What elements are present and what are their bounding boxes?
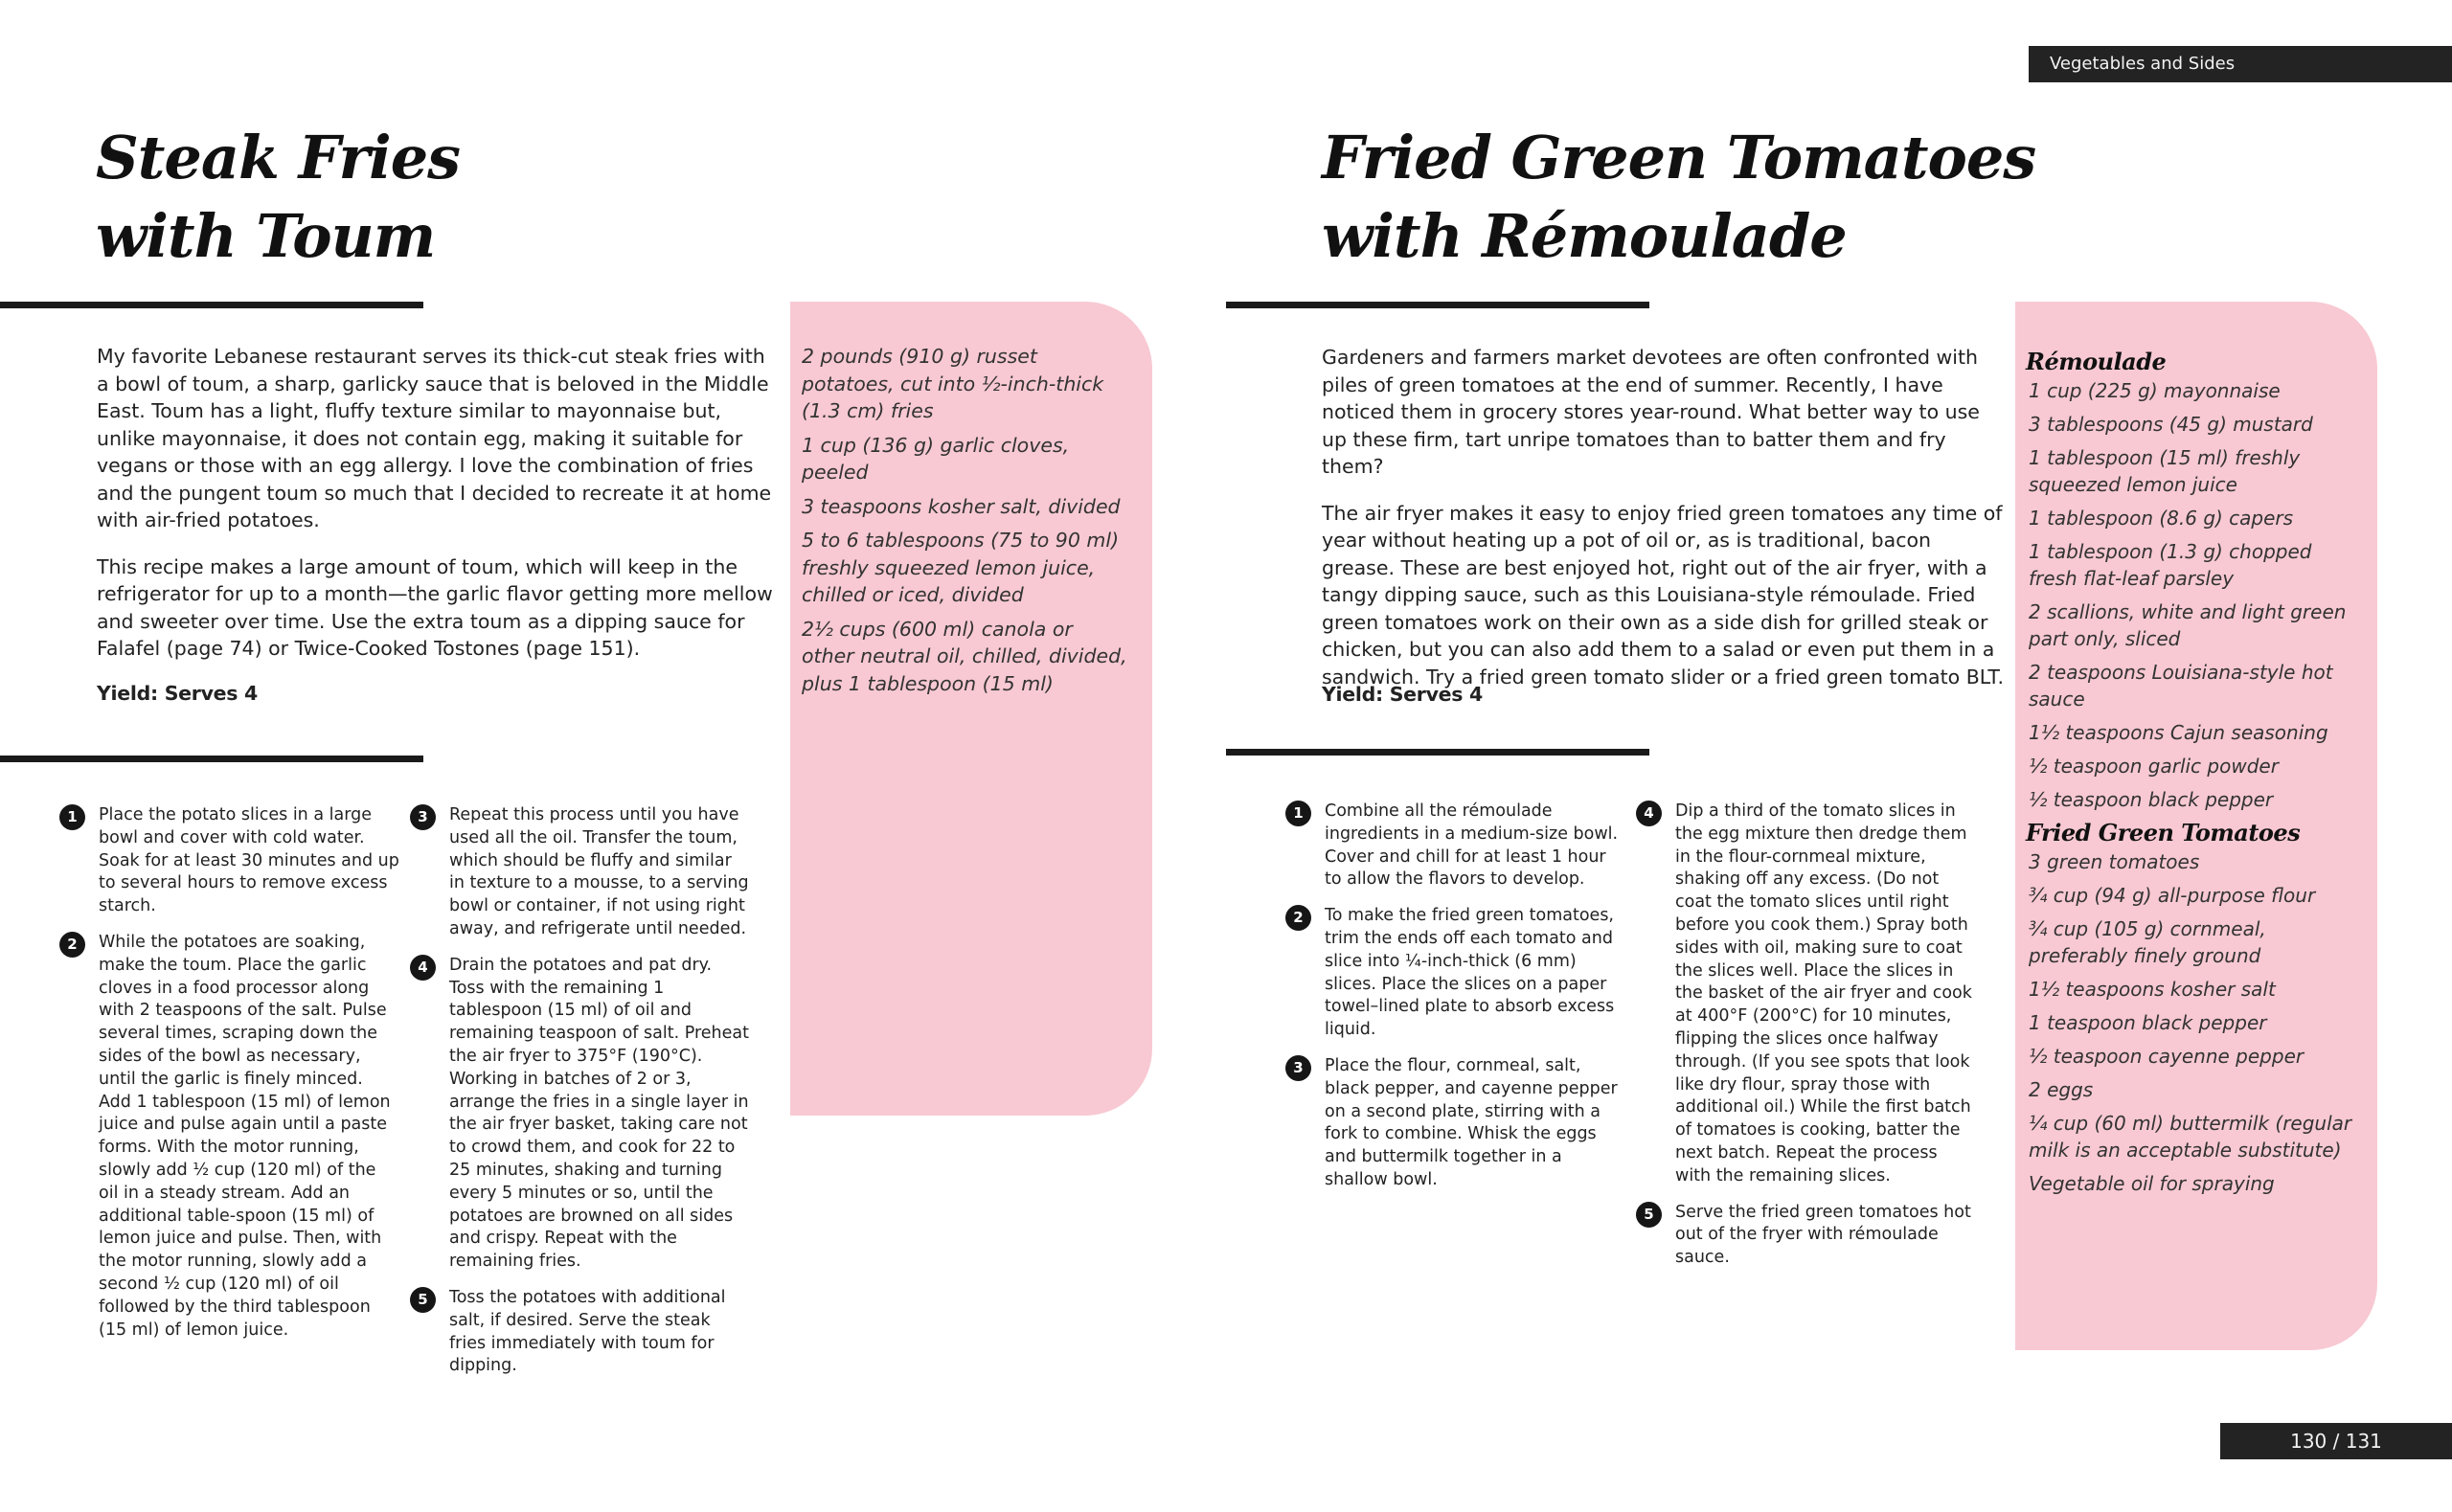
- fried-green-tomatoes-heading: Fried Green Tomatoes: [2026, 819, 2301, 846]
- step-number-badge: 4: [410, 955, 436, 981]
- left-recipe-title: [96, 119, 460, 276]
- ingredient-item: 1 cup (225 g) mayonnaise: [2029, 379, 2281, 402]
- step-text: Toss the potatoes with additional salt, if desired. Serve the steak fries immediately with toum for dipping.: [449, 1287, 726, 1376]
- step-text: Serve the fried green tomatoes hot out of the fryer with rémoulade sauce.: [1675, 1202, 1971, 1268]
- instruction-step: [59, 804, 400, 918]
- instruction-step: [410, 955, 751, 1274]
- right-ingredients-list: [2026, 343, 2366, 1204]
- page-numbers: 130 / 131: [2290, 1430, 2382, 1453]
- ingredient-item: 1 teaspoon black pepper: [2029, 1011, 2267, 1034]
- instruction-step: [1636, 1202, 1977, 1270]
- left-intro: [97, 343, 779, 682]
- left-title-line2: with Toum: [96, 201, 436, 271]
- left-steps-divider: [0, 756, 423, 762]
- right-title-line1: Fried Green Tomatoes: [1322, 123, 2036, 192]
- ingredient-item: 2½ cups (600 ml) canola or other neutral oil, chilled, divided, plus 1 tablespoon (15 ml): [802, 617, 1127, 695]
- page-number-tab: [2220, 1423, 2452, 1459]
- ingredient-item: 1½ teaspoons Cajun seasoning: [2029, 721, 2328, 744]
- step-number-badge: 1: [1285, 801, 1311, 826]
- step-text: While the potatoes are soaking, make the toum. Place the garlic cloves in a food processor along with 2 teaspoons of the salt. Pulse several times, scraping down the sides of the bowl as necessary, until the garlic is finely minced. Add 1 tablespoon (15 ml) of lemon juice and pulse again until a paste forms. With the motor running, slowly add ½ cup (120 ml) of the oil in a steady stream. Add an additional table-spoon (15 ml) of lemon juice and pulse. Then, with the motor running, slowly add a second ½ cup (120 ml) of oil followed by the third tablespoon (15 ml) of lemon juice.: [99, 932, 391, 1340]
- ingredient-item: ¼ cup (60 ml) buttermilk (regular milk is an acceptable substitute): [2029, 1112, 2352, 1162]
- step-text: Drain the potatoes and pat dry. Toss with the remaining 1 tablespoon (15 ml) of oil and remaining teaspoon of salt. Preheat the air fryer to 375°F (190°C). Working in batches of 2 or 3, arrange the fries in a single layer in the air fryer basket, taking care not to crowd them, and cook for 22 to 25 minutes, shaking and turning every 5 minutes or so, until the potatoes are browned on all sides and crispy. Repeat with the remaining fries.: [449, 955, 749, 1272]
- ingredient-item: 1 tablespoon (1.3 g) chopped fresh flat-leaf parsley: [2029, 540, 2312, 590]
- ingredient-item: 1 tablespoon (15 ml) freshly squeezed lemon juice: [2029, 446, 2301, 496]
- step-text: Dip a third of the tomato slices in the egg mixture then dredge them in the flour-cornmeal mixture, shaking off any excess. (Do not coat the tomato slices until right before you cook them.) Spray both sides with oil, making sure to coat the slices well. Place the slices in the basket of the air fryer and cook at 400°F (200°C) for 10 minutes, flipping the slices once halfway through. (If you see spots that look like dry flour, spray those with additional oil.) While the first batch of tomatoes is cooking, batter the next batch. Repeat the process with the remaining slices.: [1675, 801, 1972, 1185]
- right-intro-paragraph-2: The air fryer makes it easy to enjoy fried green tomatoes any time of year without heating up a pot of oil or, as is traditional, bacon grease. These are best enjoyed hot, right out of the air fryer, with a tangy dipping sauce, such as this Louisiana-style rémoulade. Fried green tomatoes work on their own as a side dish for grilled steak or chicken, but you can also add them to a salad or even put them in a sandwich. Try a fried green tomato slider or a fried green tomato BLT.: [1322, 501, 2004, 688]
- ingredient-item: ½ teaspoon black pepper: [2029, 788, 2274, 811]
- ingredient-item: 5 to 6 tablespoons (75 to 90 ml) freshly squeezed lemon juice, chilled or iced, divided: [802, 529, 1120, 606]
- ingredient-item: 3 teaspoons kosher salt, divided: [802, 494, 1121, 518]
- left-intro-paragraph-1: My favorite Lebanese restaurant serves its thick-cut steak fries with a bowl of toum, a sharp, garlicky sauce that is beloved in the Middle East. Toum has a light, fluffy texture similar to mayonnaise but, unlike mayonnaise, it does not contain egg, making it suitable for vegans or those with an egg allergy. I love the combination of fries and the pungent toum so much that I decided to recreate it at home with air-fried potatoes.: [97, 345, 772, 531]
- right-yield: Yield: Serves 4: [1322, 683, 1483, 706]
- instruction-step: [1636, 801, 1977, 1188]
- left-steps-col-1: [59, 804, 400, 1355]
- ingredient-item: ¾ cup (94 g) all-purpose flour: [2029, 884, 2316, 907]
- ingredient-item: 2 teaspoons Louisiana-style hot sauce: [2029, 661, 2333, 711]
- ingredient-item: 2 pounds (910 g) russet potatoes, cut into ½-inch-thick (1.3 cm) fries: [802, 345, 1104, 422]
- ingredient-item: 1 tablespoon (8.6 g) capers: [2029, 507, 2294, 530]
- ingredient-item: 1½ teaspoons kosher salt: [2029, 978, 2276, 1001]
- instruction-step: [410, 1287, 751, 1378]
- ingredient-item: ½ teaspoon garlic powder: [2029, 755, 2279, 778]
- left-intro-paragraph-2: This recipe makes a large amount of toum, which will keep in the refrigerator for up to a month—the garlic flavor getting more mellow and sweeter over time. Use the extra toum as a dipping sauce for Falafel (page 74) or Twice-Cooked Tostones (page 151).: [97, 554, 773, 660]
- section-header-tab: [2029, 46, 2452, 82]
- instruction-step: [1285, 801, 1626, 891]
- step-text: Place the potato slices in a large bowl and cover with cold water. Soak for at least 30 minutes and up to several hours to remove excess starch.: [99, 805, 399, 916]
- step-number-badge: 5: [1636, 1202, 1662, 1228]
- ingredient-item: 2 eggs: [2029, 1078, 2094, 1101]
- section-name: Vegetables and Sides: [2050, 54, 2236, 74]
- left-yield: Yield: Serves 4: [97, 682, 258, 705]
- instruction-step: [1285, 905, 1626, 1042]
- ingredient-item: Vegetable oil for spraying: [2029, 1172, 2275, 1195]
- left-title-line1: Steak Fries: [96, 123, 461, 192]
- ingredient-item: ¾ cup (105 g) cornmeal, preferably finely ground: [2029, 917, 2266, 967]
- step-number-badge: 3: [1285, 1055, 1311, 1081]
- right-title-divider: [1226, 302, 1649, 308]
- left-steps-col-2: [410, 804, 751, 1391]
- instruction-step: [410, 804, 751, 941]
- ingredient-item: 3 tablespoons (45 g) mustard: [2029, 413, 2313, 436]
- right-recipe-title: [1322, 119, 2035, 276]
- right-title-line2: with Rémoulade: [1322, 201, 1847, 271]
- step-text: To make the fried green tomatoes, trim the ends off each tomato and slice into ¼-inch-thick (6 mm) slices. Place the slices on a paper towel–lined plate to absorb excess liquid.: [1325, 906, 1615, 1040]
- step-number-badge: 4: [1636, 801, 1662, 826]
- step-number-badge: 5: [410, 1287, 436, 1313]
- step-number-badge: 2: [1285, 905, 1311, 931]
- step-text: Combine all the rémoulade ingredients in a medium-size bowl. Cover and chill for at least 1 hour to allow the flavors to develop.: [1325, 801, 1619, 890]
- ingredient-item: ½ teaspoon cayenne pepper: [2029, 1045, 2304, 1068]
- instruction-step: [59, 932, 400, 1342]
- step-text: Repeat this process until you have used all the oil. Transfer the toum, which should be fluffy and similar in texture to a mousse, to a serving bowl or container, if not using right away, and refrigerate until needed.: [449, 805, 749, 938]
- ingredient-item: 1 cup (136 g) garlic cloves, peeled: [802, 433, 1070, 484]
- step-number-badge: 3: [410, 804, 436, 830]
- left-ingredients-list: [802, 343, 1127, 704]
- remoulade-heading: Rémoulade: [2026, 348, 2167, 375]
- left-title-divider: [0, 302, 423, 308]
- right-steps-col-1: [1285, 801, 1626, 1206]
- right-steps-divider: [1226, 749, 1649, 756]
- right-intro-paragraph-1: Gardeners and farmers market devotees are often confronted with piles of green tomatoes at the end of summer. Recently, I have noticed them in grocery stores year-round. What better way to use up these firm, tart unripe tomatoes than to batter them and fry them?: [1322, 346, 1980, 478]
- step-text: Place the flour, cornmeal, salt, black pepper, and cayenne pepper on a second plate, stirring with a fork to combine. Whisk the eggs and buttermilk together in a shallow bowl.: [1325, 1055, 1618, 1189]
- ingredient-item: 3 green tomatoes: [2029, 850, 2200, 873]
- right-intro: [1322, 344, 2004, 710]
- right-steps-col-2: [1636, 801, 1977, 1283]
- step-number-badge: 1: [59, 804, 85, 830]
- step-number-badge: 2: [59, 932, 85, 958]
- instruction-step: [1285, 1055, 1626, 1192]
- ingredient-item: 2 scallions, white and light green part only, sliced: [2029, 600, 2347, 650]
